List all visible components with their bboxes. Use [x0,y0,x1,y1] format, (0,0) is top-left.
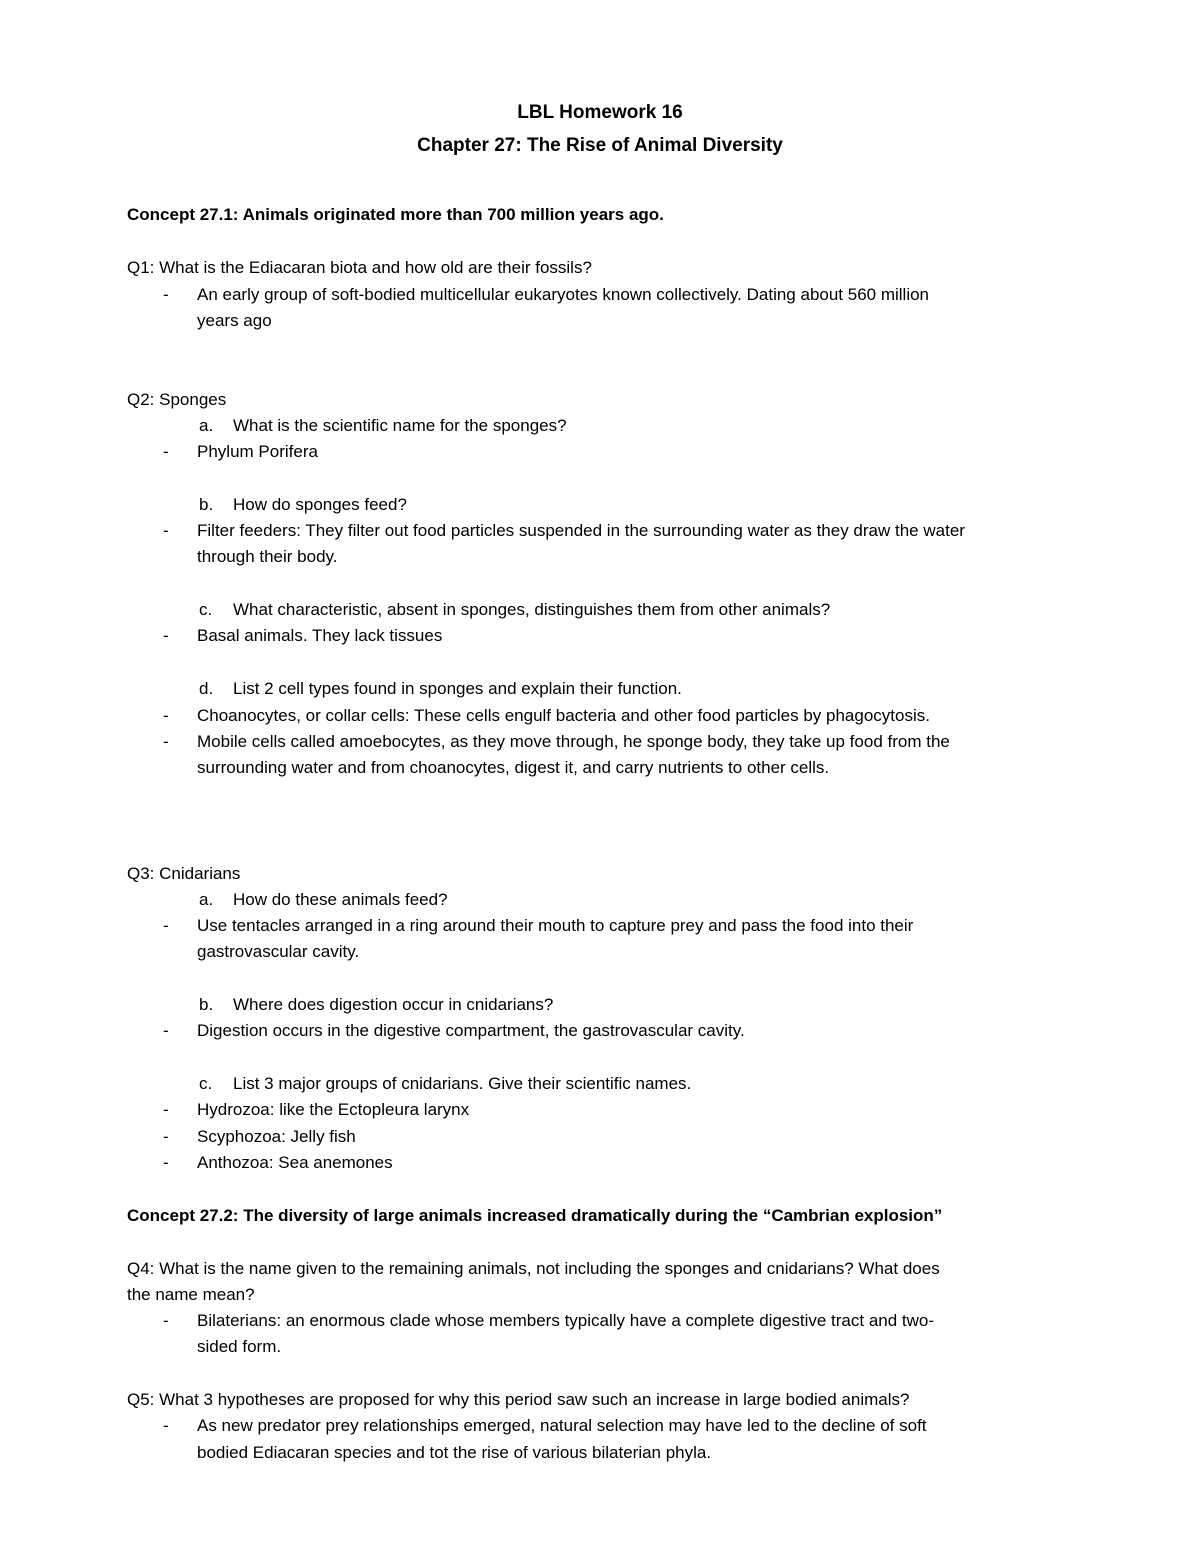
q5-answer-line2: bodied Ediacaran species and tot the rise of various bilaterian phyla. [197,1443,712,1462]
q5-answer-line1: As new predator prey relationships emerged, natural selection may have led to the decline of soft [197,1416,927,1435]
bullet-dash: - [163,1021,169,1040]
q2d-answer-1: Choanocytes, or collar cells: These cells engulf bacteria and other food particles by phagocytosis. [197,706,930,725]
q2a-letter: a. [199,416,214,435]
q3-heading: Q3: Cnidarians [127,864,241,883]
bullet-dash: - [163,1127,169,1146]
q2c-answer: Basal animals. They lack tissues [197,626,443,645]
bullet-dash: - [163,732,169,751]
q3b-question: Where does digestion occur in cnidarians? [233,995,554,1014]
document-title: LBL Homework 16 [517,102,683,123]
q3a-answer-line1: Use tentacles arranged in a ring around their mouth to capture prey and pass the food into their [197,916,914,935]
bullet-dash: - [163,1153,169,1172]
q2d-answer-2-line2: surrounding water and from choanocytes, digest it, and carry nutrients to other cells. [197,758,830,777]
q3c-answer-1: Hydrozoa: like the Ectopleura larynx [197,1100,470,1119]
q3c-answer-3: Anthozoa: Sea anemones [197,1153,393,1172]
q3b-answer: Digestion occurs in the digestive compartment, the gastrovascular cavity. [197,1021,745,1040]
q2b-question: How do sponges feed? [233,495,407,514]
q2c-question: What characteristic, absent in sponges, distinguishes them from other animals? [233,600,831,619]
q2d-answer-2-line1: Mobile cells called amoebocytes, as they move through, he sponge body, they take up food from the [197,732,950,751]
q2b-letter: b. [199,495,214,514]
bullet-dash: - [163,1100,169,1119]
q3a-letter: a. [199,890,214,909]
concept-27-1-heading: Concept 27.1: Animals originated more than 700 million years ago. [127,205,664,224]
q3c-letter: c. [199,1074,213,1093]
bullet-dash: - [163,626,169,645]
q1-answer-line2: years ago [197,311,272,330]
q3a-answer-line2: gastrovascular cavity. [197,942,360,961]
q2-heading: Q2: Sponges [127,390,227,409]
q1-answer-line1: An early group of soft-bodied multicellular eukaryotes known collectively. Dating about 560 million [197,285,930,304]
q2a-question: What is the scientific name for the sponges? [233,416,567,435]
q2a-answer: Phylum Porifera [197,442,318,461]
bullet-dash: - [163,521,169,540]
bullet-dash: - [163,706,169,725]
q2d-question: List 2 cell types found in sponges and explain their function. [233,679,682,698]
bullet-dash: - [163,1311,169,1330]
q1-question: Q1: What is the Ediacaran biota and how old are their fossils? [127,258,592,277]
q5-question: Q5: What 3 hypotheses are proposed for why this period saw such an increase in large bodied animals? [127,1390,910,1409]
bullet-dash: - [163,285,169,304]
bullet-dash: - [163,442,169,461]
q2b-answer-line2: through their body. [197,547,338,566]
q3c-question: List 3 major groups of cnidarians. Give their scientific names. [233,1074,692,1093]
q2b-answer-line1: Filter feeders: They filter out food particles suspended in the surrounding water as they draw the water [197,521,965,540]
q3a-question: How do these animals feed? [233,890,448,909]
document-subtitle: Chapter 27: The Rise of Animal Diversity [417,135,783,156]
concept-27-2-heading: Concept 27.2: The diversity of large animals increased dramatically during the “Cambrian explosion” [127,1206,943,1225]
q4-question-line2: the name mean? [127,1285,255,1304]
q2c-letter: c. [199,600,213,619]
q4-question-line1: Q4: What is the name given to the remaining animals, not including the sponges and cnidarians? What does [127,1259,940,1278]
bullet-dash: - [163,1416,169,1435]
q4-answer-line2: sided form. [197,1337,282,1356]
q4-answer-line1: Bilaterians: an enormous clade whose members typically have a complete digestive tract and two- [197,1311,935,1330]
q2d-letter: d. [199,679,214,698]
q3b-letter: b. [199,995,214,1014]
bullet-dash: - [163,916,169,935]
q3c-answer-2: Scyphozoa: Jelly fish [197,1127,356,1146]
